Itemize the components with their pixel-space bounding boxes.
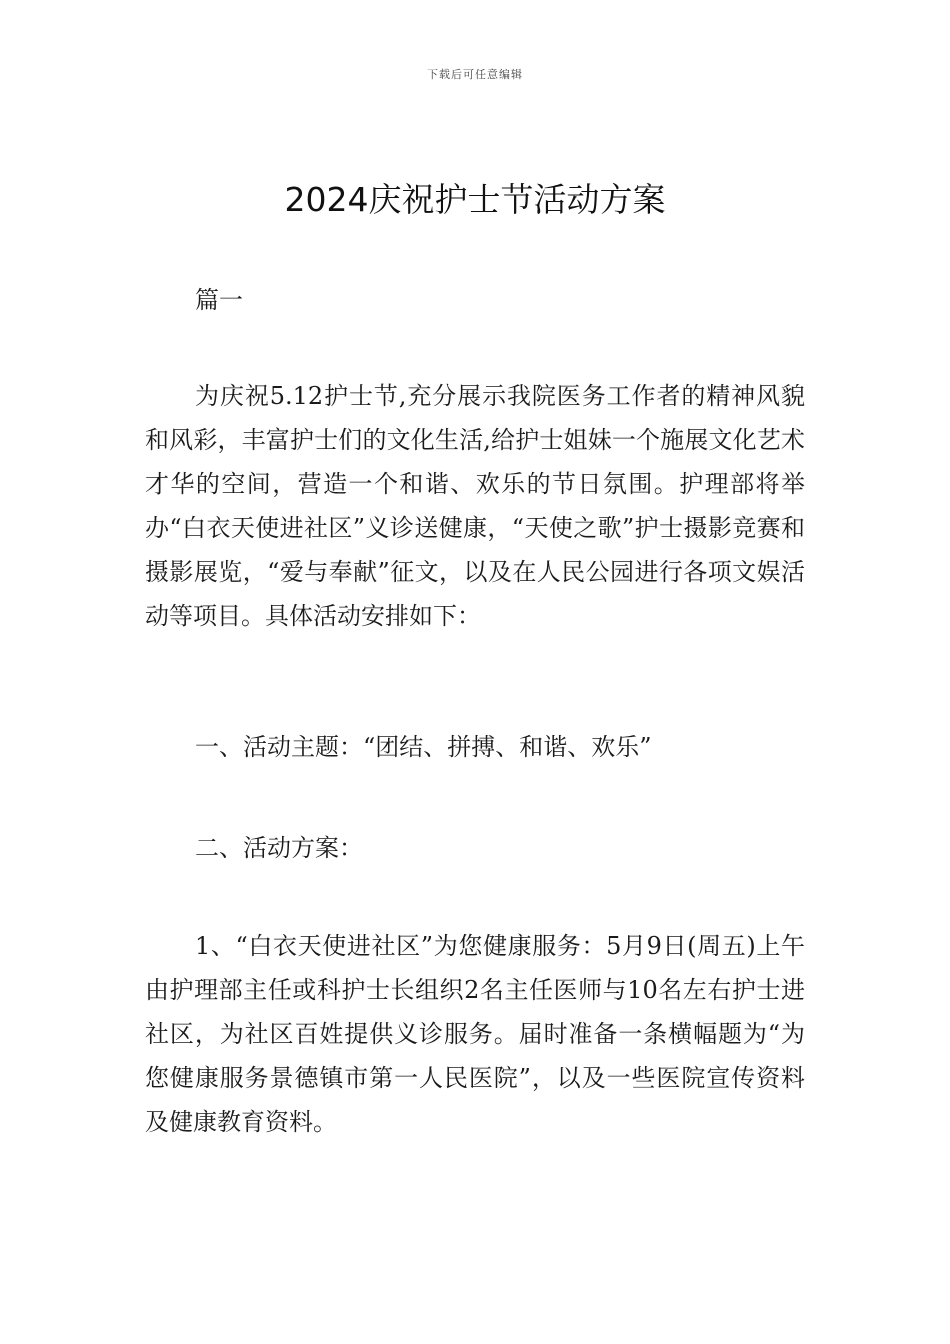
activity-plan-heading: 二、活动方案：	[195, 834, 363, 862]
page-header-note: 下载后可任意编辑	[427, 68, 523, 81]
document-title: 2024庆祝护士节活动方案	[284, 180, 666, 219]
plan-item-1-paragraph: 1、“白衣天使进社区”为您健康服务：5月9日(周五)上午由护理部主任或科护士长组织2名主任医师与10名左右护士进社区，为社区百姓提供义诊服务。届时准备一条横幅题为“为您健康服务景德镇市第一人民医院”，以及一些医院宣传资料及健康教育资料。	[145, 932, 805, 1136]
section-label: 篇一	[195, 286, 243, 314]
intro-paragraph: 为庆祝5.12护士节,充分展示我院医务工作者的精神风貌和风彩，丰富护士们的文化生活,给护士姐妹一个施展文化艺术才华的空间，营造一个和谐、欢乐的节日氛围。护理部将举办“白衣天使进社区”义诊送健康，“天使之歌”护士摄影竞赛和摄影展览，“爱与奉献”征文，以及在人民公园进行各项文娱活动等项目。具体活动安排如下：	[145, 382, 805, 630]
activity-theme-paragraph: 一、活动主题：“团结、拼搏、和谐、欢乐”	[195, 733, 652, 761]
